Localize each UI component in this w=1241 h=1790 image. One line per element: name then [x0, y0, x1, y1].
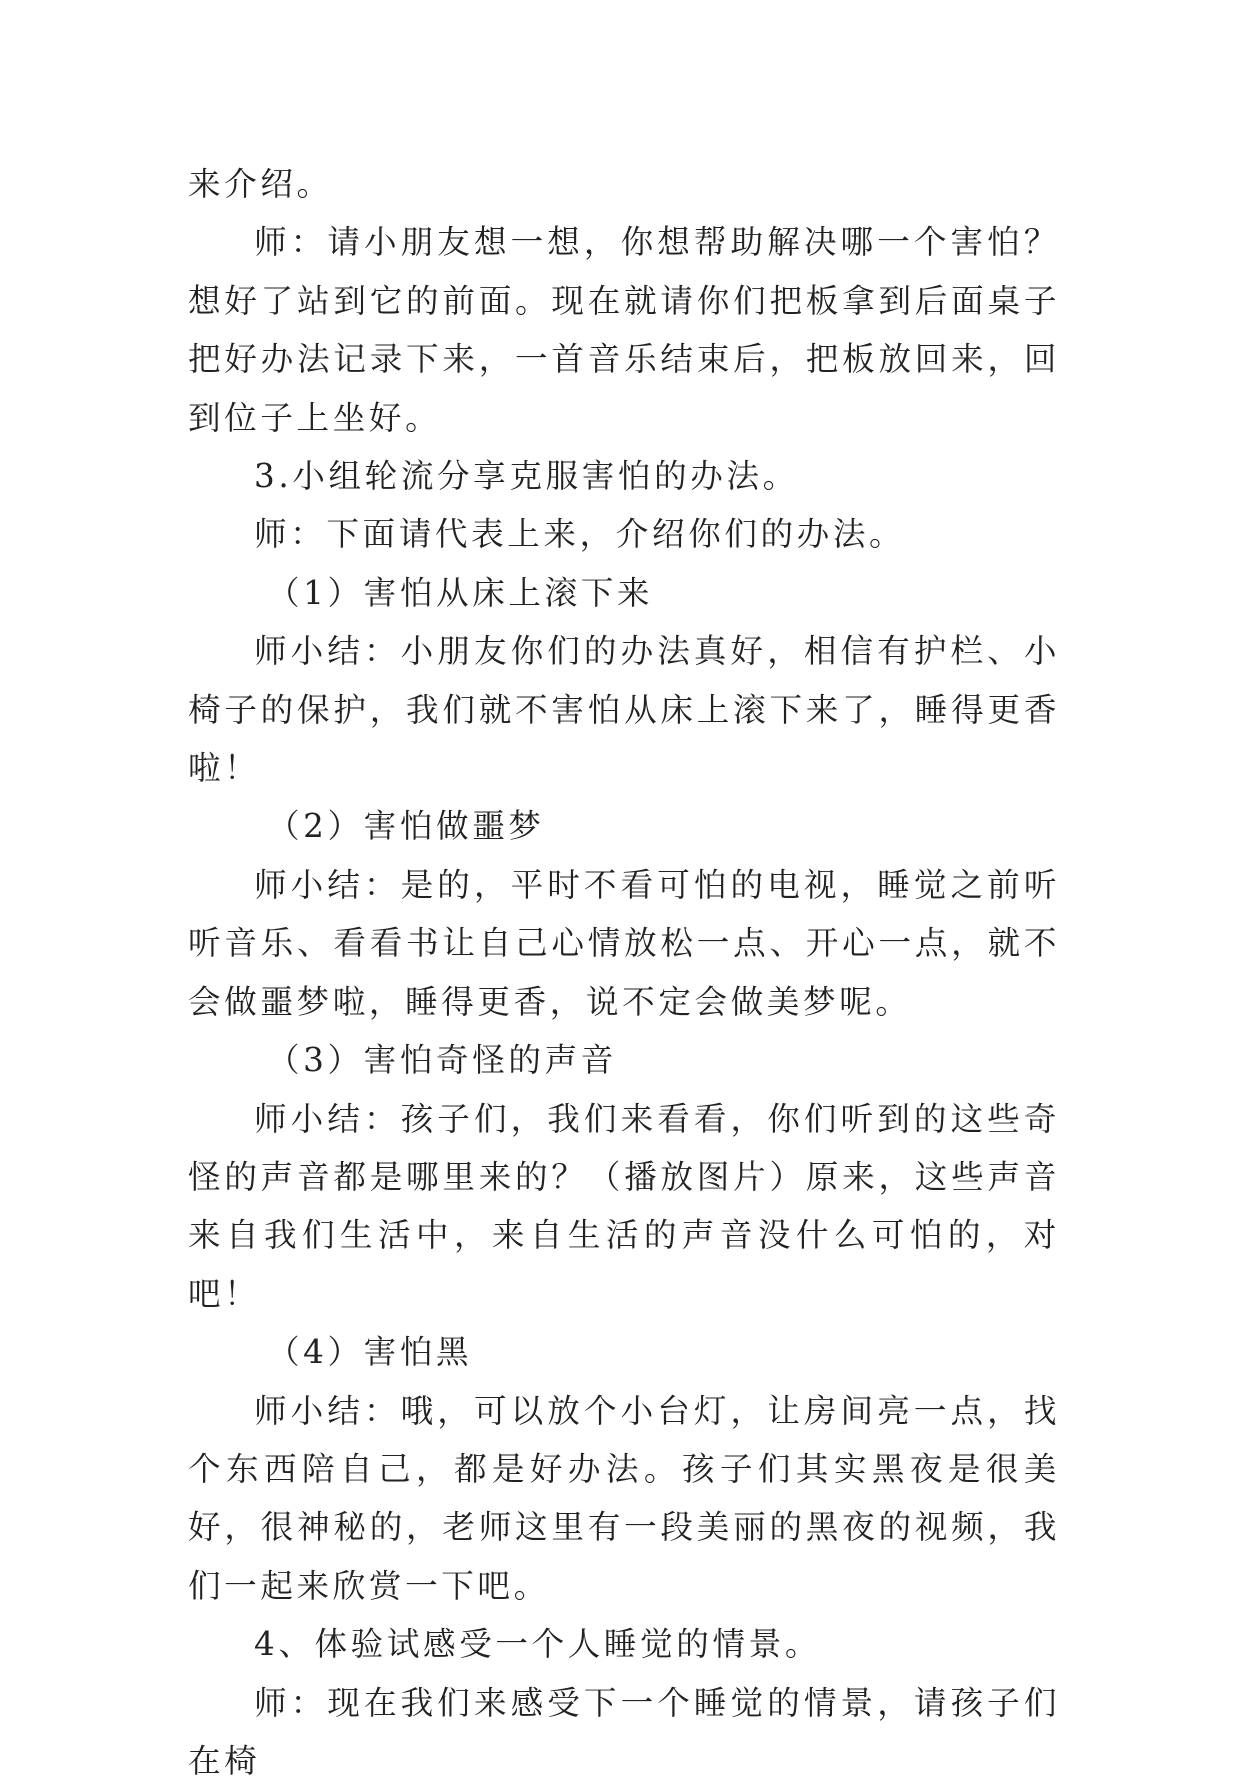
document-body	[188, 155, 1060, 1790]
paragraph-fear-2-heading: （2）害怕做噩梦	[267, 807, 545, 846]
paragraph-teacher-instruction: 师：请小朋友想一想，你想帮助解决哪一个害怕？想好了站到它的前面。现在就请你们把板拿到后面桌子把好办法记录下来，一首音乐结束后，把板放回来，回到位子上坐好。	[188, 223, 1060, 437]
paragraph-fear-3-summary: 师小结：孩子们，我们来看看，你们听到的这些奇怪的声音都是哪里来的？（播放图片）原来，这些声音来自我们生活中，来自生活的声音没什么可怕的，对吧！	[188, 1099, 1060, 1313]
paragraph-step-3-heading: 3.小组轮流分享克服害怕的办法。	[254, 457, 799, 496]
paragraph-fear-3-heading: （3）害怕奇怪的声音	[267, 1041, 617, 1080]
paragraph-teacher-final: 师：现在我们来感受下一个睡觉的情景，请孩子们在椅	[188, 1683, 1060, 1780]
paragraph-fear-2-summary: 师小结：是的，平时不看可怕的电视，睡觉之前听听音乐、看看书让自己心情放松一点、开心一点，就不会做噩梦啦，睡得更香，说不定会做美梦呢。	[188, 865, 1060, 1021]
paragraph-teacher-invite: 师：下面请代表上来，介绍你们的办法。	[254, 515, 906, 554]
paragraph-fear-4-summary: 师小结：哦，可以放个小台灯，让房间亮一点，找个东西陪自己，都是好办法。孩子们其实黑夜是很美好，很神秘的，老师这里有一段美丽的黑夜的视频，我们一起来欣赏一下吧。	[188, 1391, 1060, 1605]
paragraph-intro-end: 来介绍。	[188, 165, 333, 203]
paragraph-fear-4-heading: （4）害怕黑	[267, 1333, 473, 1372]
paragraph-step-4-heading: 4、体验试感受一个人睡觉的情景。	[254, 1625, 822, 1664]
paragraph-fear-1-heading: （1）害怕从床上滚下来	[267, 573, 654, 612]
paragraph-fear-1-summary: 师小结：小朋友你们的办法真好，相信有护栏、小椅子的保护，我们就不害怕从床上滚下来了，睡得更香啦！	[188, 632, 1060, 788]
